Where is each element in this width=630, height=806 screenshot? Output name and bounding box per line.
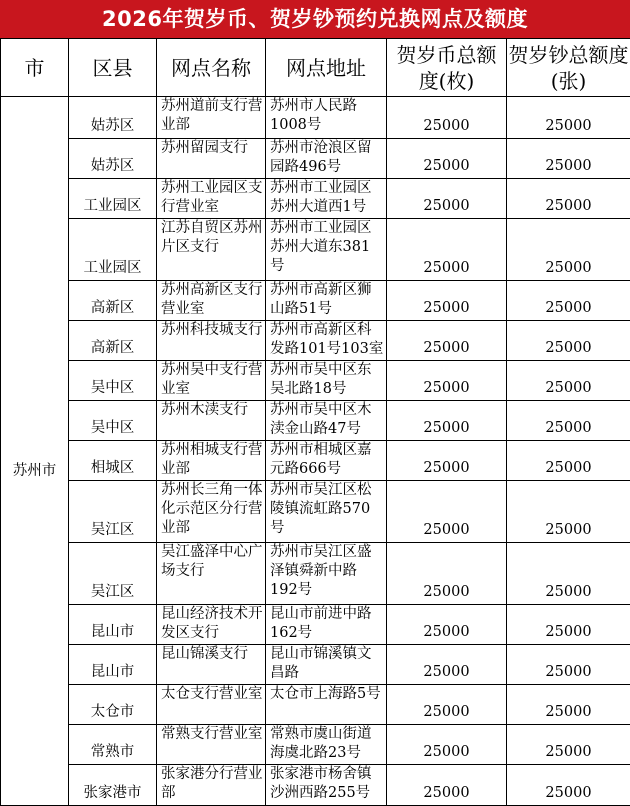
branch-address-cell: 苏州市工业园区苏州大道西1号 xyxy=(266,179,387,219)
coin-quota-cell: 25000 xyxy=(387,179,507,219)
branch-name-cell: 苏州木渎支行 xyxy=(157,401,266,441)
branch-address-cell: 苏州市吴中区木渎金山路47号 xyxy=(266,401,387,441)
table-row xyxy=(1,97,630,139)
county-cell: 工业园区 xyxy=(69,219,157,281)
branch-name-cell: 张家港分行营业部 xyxy=(157,765,266,806)
county-cell: 高新区 xyxy=(69,281,157,321)
coin-quota-cell: 25000 xyxy=(387,97,507,139)
note-quota-cell: 25000 xyxy=(507,321,630,361)
branch-address-cell: 常熟市虞山街道海虞北路23号 xyxy=(266,725,387,765)
county-cell: 张家港市 xyxy=(69,765,157,806)
branch-name-cell: 昆山锦溪支行 xyxy=(157,645,266,685)
branch-name-cell: 苏州长三角一体化示范区分行营业部 xyxy=(157,481,266,543)
county-cell: 姑苏区 xyxy=(69,139,157,179)
note-quota-cell: 25000 xyxy=(507,481,630,543)
note-quota-cell: 25000 xyxy=(507,361,630,401)
branch-name-cell: 江苏自贸区苏州片区支行 xyxy=(157,219,266,281)
branch-name-cell: 苏州留园支行 xyxy=(157,139,266,179)
coin-quota-cell: 25000 xyxy=(387,481,507,543)
branch-name-cell: 苏州道前支行营业部 xyxy=(157,97,266,139)
coin-quota-cell: 25000 xyxy=(387,139,507,179)
coin-quota-cell: 25000 xyxy=(387,321,507,361)
county-cell: 昆山市 xyxy=(69,645,157,685)
note-quota-cell: 25000 xyxy=(507,765,630,806)
branch-address-cell: 昆山市锦溪镇文昌路 xyxy=(266,645,387,685)
branch-name-cell: 苏州科技城支行 xyxy=(157,321,266,361)
coin-quota-cell: 25000 xyxy=(387,361,507,401)
branch-address-cell: 苏州市吴江区松陵镇流虹路570号 xyxy=(266,481,387,543)
county-cell: 高新区 xyxy=(69,321,157,361)
branch-address-cell: 苏州市高新区狮山路51号 xyxy=(266,281,387,321)
note-quota-cell: 25000 xyxy=(507,179,630,219)
table-row xyxy=(1,543,630,605)
note-quota-cell: 25000 xyxy=(507,281,630,321)
table-header-row xyxy=(1,39,630,97)
note-quota-cell: 25000 xyxy=(507,139,630,179)
county-cell: 相城区 xyxy=(69,441,157,481)
branch-address-cell: 太仓市上海路5号 xyxy=(266,685,387,725)
table-row xyxy=(1,685,630,725)
note-quota-cell: 25000 xyxy=(507,685,630,725)
table-row xyxy=(1,481,630,543)
coin-quota-cell: 25000 xyxy=(387,543,507,605)
branch-name-cell: 苏州相城支行营业部 xyxy=(157,441,266,481)
branch-address-cell: 苏州市吴江区盛泽镇舜新中路192号 xyxy=(266,543,387,605)
table-row xyxy=(1,281,630,321)
note-quota-cell: 25000 xyxy=(507,605,630,645)
branch-address-cell: 苏州市相城区嘉元路666号 xyxy=(266,441,387,481)
table-row xyxy=(1,645,630,685)
county-cell: 吴中区 xyxy=(69,361,157,401)
county-cell: 工业园区 xyxy=(69,179,157,219)
branch-name-cell: 太仓支行营业室 xyxy=(157,685,266,725)
table-row xyxy=(1,441,630,481)
table-row xyxy=(1,765,630,806)
note-quota-cell: 25000 xyxy=(507,401,630,441)
coin-quota-cell: 25000 xyxy=(387,401,507,441)
header-note-quota: 贺岁钞总额度(张) xyxy=(507,39,630,97)
note-quota-cell: 25000 xyxy=(507,219,630,281)
coin-quota-cell: 25000 xyxy=(387,219,507,281)
table-row xyxy=(1,401,630,441)
branch-address-cell: 苏州市吴中区东吴北路18号 xyxy=(266,361,387,401)
coin-quota-cell: 25000 xyxy=(387,685,507,725)
note-quota-cell: 25000 xyxy=(507,645,630,685)
branch-address-cell: 张家港市杨舍镇沙洲西路255号 xyxy=(266,765,387,806)
table-row xyxy=(1,321,630,361)
branch-name-cell: 昆山经济技术开发区支行 xyxy=(157,605,266,645)
county-cell: 吴江区 xyxy=(69,481,157,543)
branch-address-cell: 苏州市沧浪区留园路496号 xyxy=(266,139,387,179)
branch-address-cell: 苏州市人民路1008号 xyxy=(266,97,387,139)
branch-address-cell: 昆山市前进中路162号 xyxy=(266,605,387,645)
header-county: 区县 xyxy=(69,39,157,97)
table-row xyxy=(1,219,630,281)
table-body xyxy=(1,97,630,806)
note-quota-cell: 25000 xyxy=(507,97,630,139)
branch-name-cell: 苏州高新区支行营业室 xyxy=(157,281,266,321)
page-title: 2026年贺岁币、贺岁钞预约兑换网点及额度 xyxy=(0,0,630,38)
branch-name-cell: 苏州吴中支行营业室 xyxy=(157,361,266,401)
table-row xyxy=(1,179,630,219)
county-cell: 姑苏区 xyxy=(69,97,157,139)
branch-name-cell: 常熟支行营业室 xyxy=(157,725,266,765)
coin-quota-cell: 25000 xyxy=(387,441,507,481)
table-row xyxy=(1,361,630,401)
header-branch-address: 网点地址 xyxy=(266,39,387,97)
branch-table xyxy=(0,38,630,806)
coin-quota-cell: 25000 xyxy=(387,765,507,806)
county-cell: 太仓市 xyxy=(69,685,157,725)
branch-address-cell: 苏州市工业园区苏州大道东381号 xyxy=(266,219,387,281)
branch-name-cell: 吴江盛泽中心广场支行 xyxy=(157,543,266,605)
table-row xyxy=(1,725,630,765)
note-quota-cell: 25000 xyxy=(507,725,630,765)
coin-quota-cell: 25000 xyxy=(387,605,507,645)
header-city: 市 xyxy=(1,39,69,97)
county-cell: 常熟市 xyxy=(69,725,157,765)
branch-name-cell: 苏州工业园区支行营业室 xyxy=(157,179,266,219)
city-cell xyxy=(1,97,69,806)
branch-address-cell: 苏州市高新区科发路101号103室 xyxy=(266,321,387,361)
header-branch-name: 网点名称 xyxy=(157,39,266,97)
coin-quota-cell: 25000 xyxy=(387,725,507,765)
table-row xyxy=(1,605,630,645)
note-quota-cell: 25000 xyxy=(507,543,630,605)
city-label: 苏州市 xyxy=(13,463,57,479)
coin-quota-cell: 25000 xyxy=(387,645,507,685)
coin-quota-cell: 25000 xyxy=(387,281,507,321)
header-coin-quota: 贺岁币总额度(枚) xyxy=(387,39,507,97)
county-cell: 昆山市 xyxy=(69,605,157,645)
county-cell: 吴江区 xyxy=(69,543,157,605)
note-quota-cell: 25000 xyxy=(507,441,630,481)
table-row xyxy=(1,139,630,179)
county-cell: 吴中区 xyxy=(69,401,157,441)
